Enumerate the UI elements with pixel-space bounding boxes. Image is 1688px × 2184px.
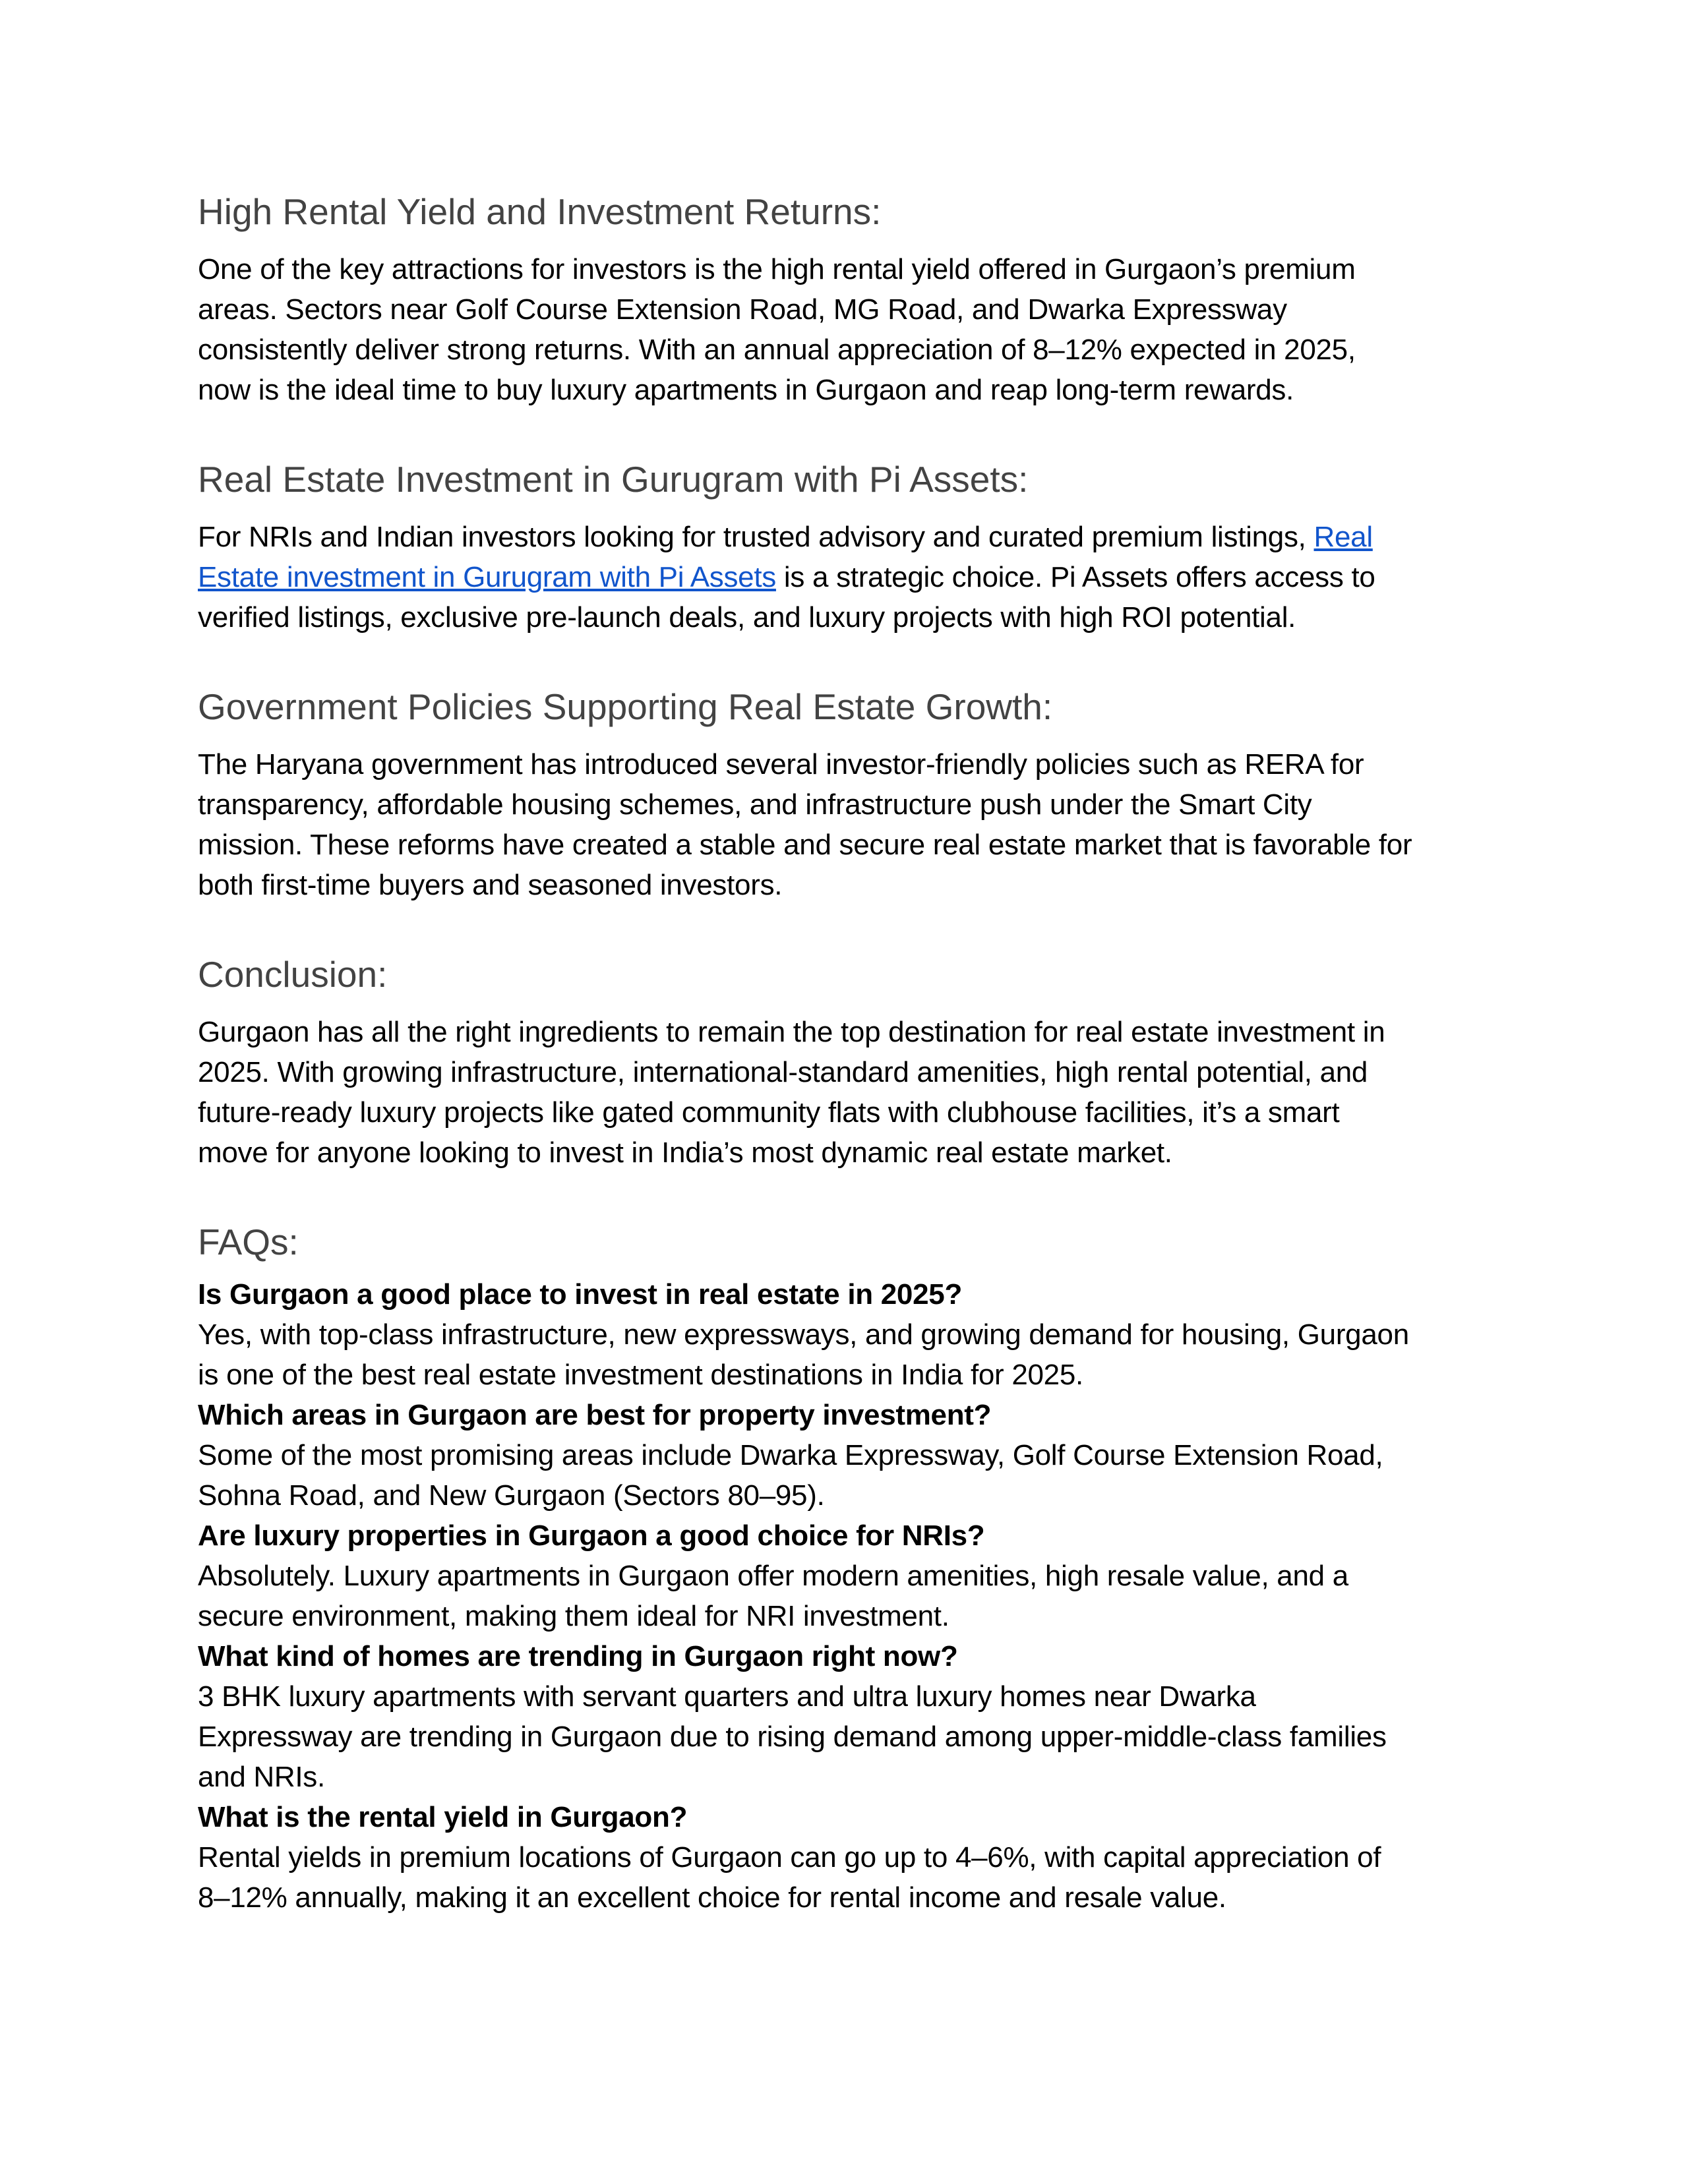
faq-answer: Rental yields in premium locations of Gurgaon can go up to 4–6%, with capital appreciation of 8–12% annually, making it an excellent choice for rental income and resale value. xyxy=(198,1841,1381,1914)
section-heading: High Rental Yield and Investment Returns: xyxy=(198,191,882,232)
section-body: The Haryana government has introduced several investor-friendly policies such as RERA for transparency, affordable housing schemes, and infrastructure push under the Smart City mission. These reforms have created a stable and secure real estate market that is favorable for both first-time buyers and seasoned investors. xyxy=(198,748,1412,901)
faq-question: What kind of homes are trending in Gurgaon right now? xyxy=(198,1640,958,1672)
document-page xyxy=(198,190,1510,1918)
section-conclusion xyxy=(198,953,1510,1173)
faq-answer: Yes, with top-class infrastructure, new expressways, and growing demand for housing, Gurgaon is one of the best real estate investment destinations in India for 2025. xyxy=(198,1318,1409,1391)
section-government-policies xyxy=(198,685,1510,905)
link-text: Estate investment in Gurugram with Pi Assets xyxy=(198,561,776,593)
link-text: Real xyxy=(1313,521,1373,553)
body-text: is a strategic choice. Pi Assets offers access to xyxy=(775,561,1375,593)
section-body xyxy=(198,517,1510,637)
faq-item xyxy=(198,1274,1510,1395)
section-heading: Conclusion: xyxy=(198,954,388,995)
body-text: verified listings, exclusive pre-launch deals, and luxury projects with high ROI potential. xyxy=(198,601,1296,634)
section-heading: FAQs: xyxy=(198,1222,299,1262)
faq-item xyxy=(198,1636,1510,1797)
faq-answer: Some of the most promising areas include Dwarka Expressway, Golf Course Extension Road, Sohna Road, and New Gurgaon (Sectors 80–95). xyxy=(198,1439,1383,1512)
faq-question: Which areas in Gurgaon are best for property investment? xyxy=(198,1399,992,1431)
faq-item xyxy=(198,1395,1510,1516)
faq-answer: Absolutely. Luxury apartments in Gurgaon offer modern amenities, high resale value, and a secure environment, making them ideal for NRI investment. xyxy=(198,1560,1348,1632)
section-faqs xyxy=(198,1220,1510,1918)
faq-question: Are luxury properties in Gurgaon a good choice for NRIs? xyxy=(198,1520,985,1552)
section-body: Gurgaon has all the right ingredients to remain the top destination for real estate investment in 2025. With growing infrastructure, international-standard amenities, high rental potential, and future-ready luxury projects like gated community flats with clubhouse facilities, it’s a smart move for anyone looking to invest in India’s most dynamic real estate market. xyxy=(198,1016,1385,1169)
faq-answer: 3 BHK luxury apartments with servant quarters and ultra luxury homes near Dwarka Expressway are trending in Gurgaon due to rising demand among upper-middle-class families and NRIs. xyxy=(198,1680,1387,1793)
faq-question: What is the rental yield in Gurgaon? xyxy=(198,1801,688,1833)
section-pi-assets xyxy=(198,457,1510,637)
section-body: One of the key attractions for investors is the high rental yield offered in Gurgaon’s premium areas. Sectors near Golf Course Extension Road, MG Road, and Dwarka Expressway consistently deliver strong returns. With an annual appreciation of 8–12% expected in 2025, now is the ideal time to buy luxury apartments in Gurgaon and reap long-term rewards. xyxy=(198,253,1356,406)
section-heading: Government Policies Supporting Real Estate Growth: xyxy=(198,686,1053,727)
faq-item xyxy=(198,1797,1510,1918)
section-heading: Real Estate Investment in Gurugram with Pi Assets: xyxy=(198,459,1029,500)
faq-question: Is Gurgaon a good place to invest in real estate in 2025? xyxy=(198,1278,963,1311)
section-rental-yield xyxy=(198,190,1510,410)
body-text: For NRIs and Indian investors looking for trusted advisory and curated premium listings, xyxy=(198,521,1314,553)
faq-item xyxy=(198,1516,1510,1636)
